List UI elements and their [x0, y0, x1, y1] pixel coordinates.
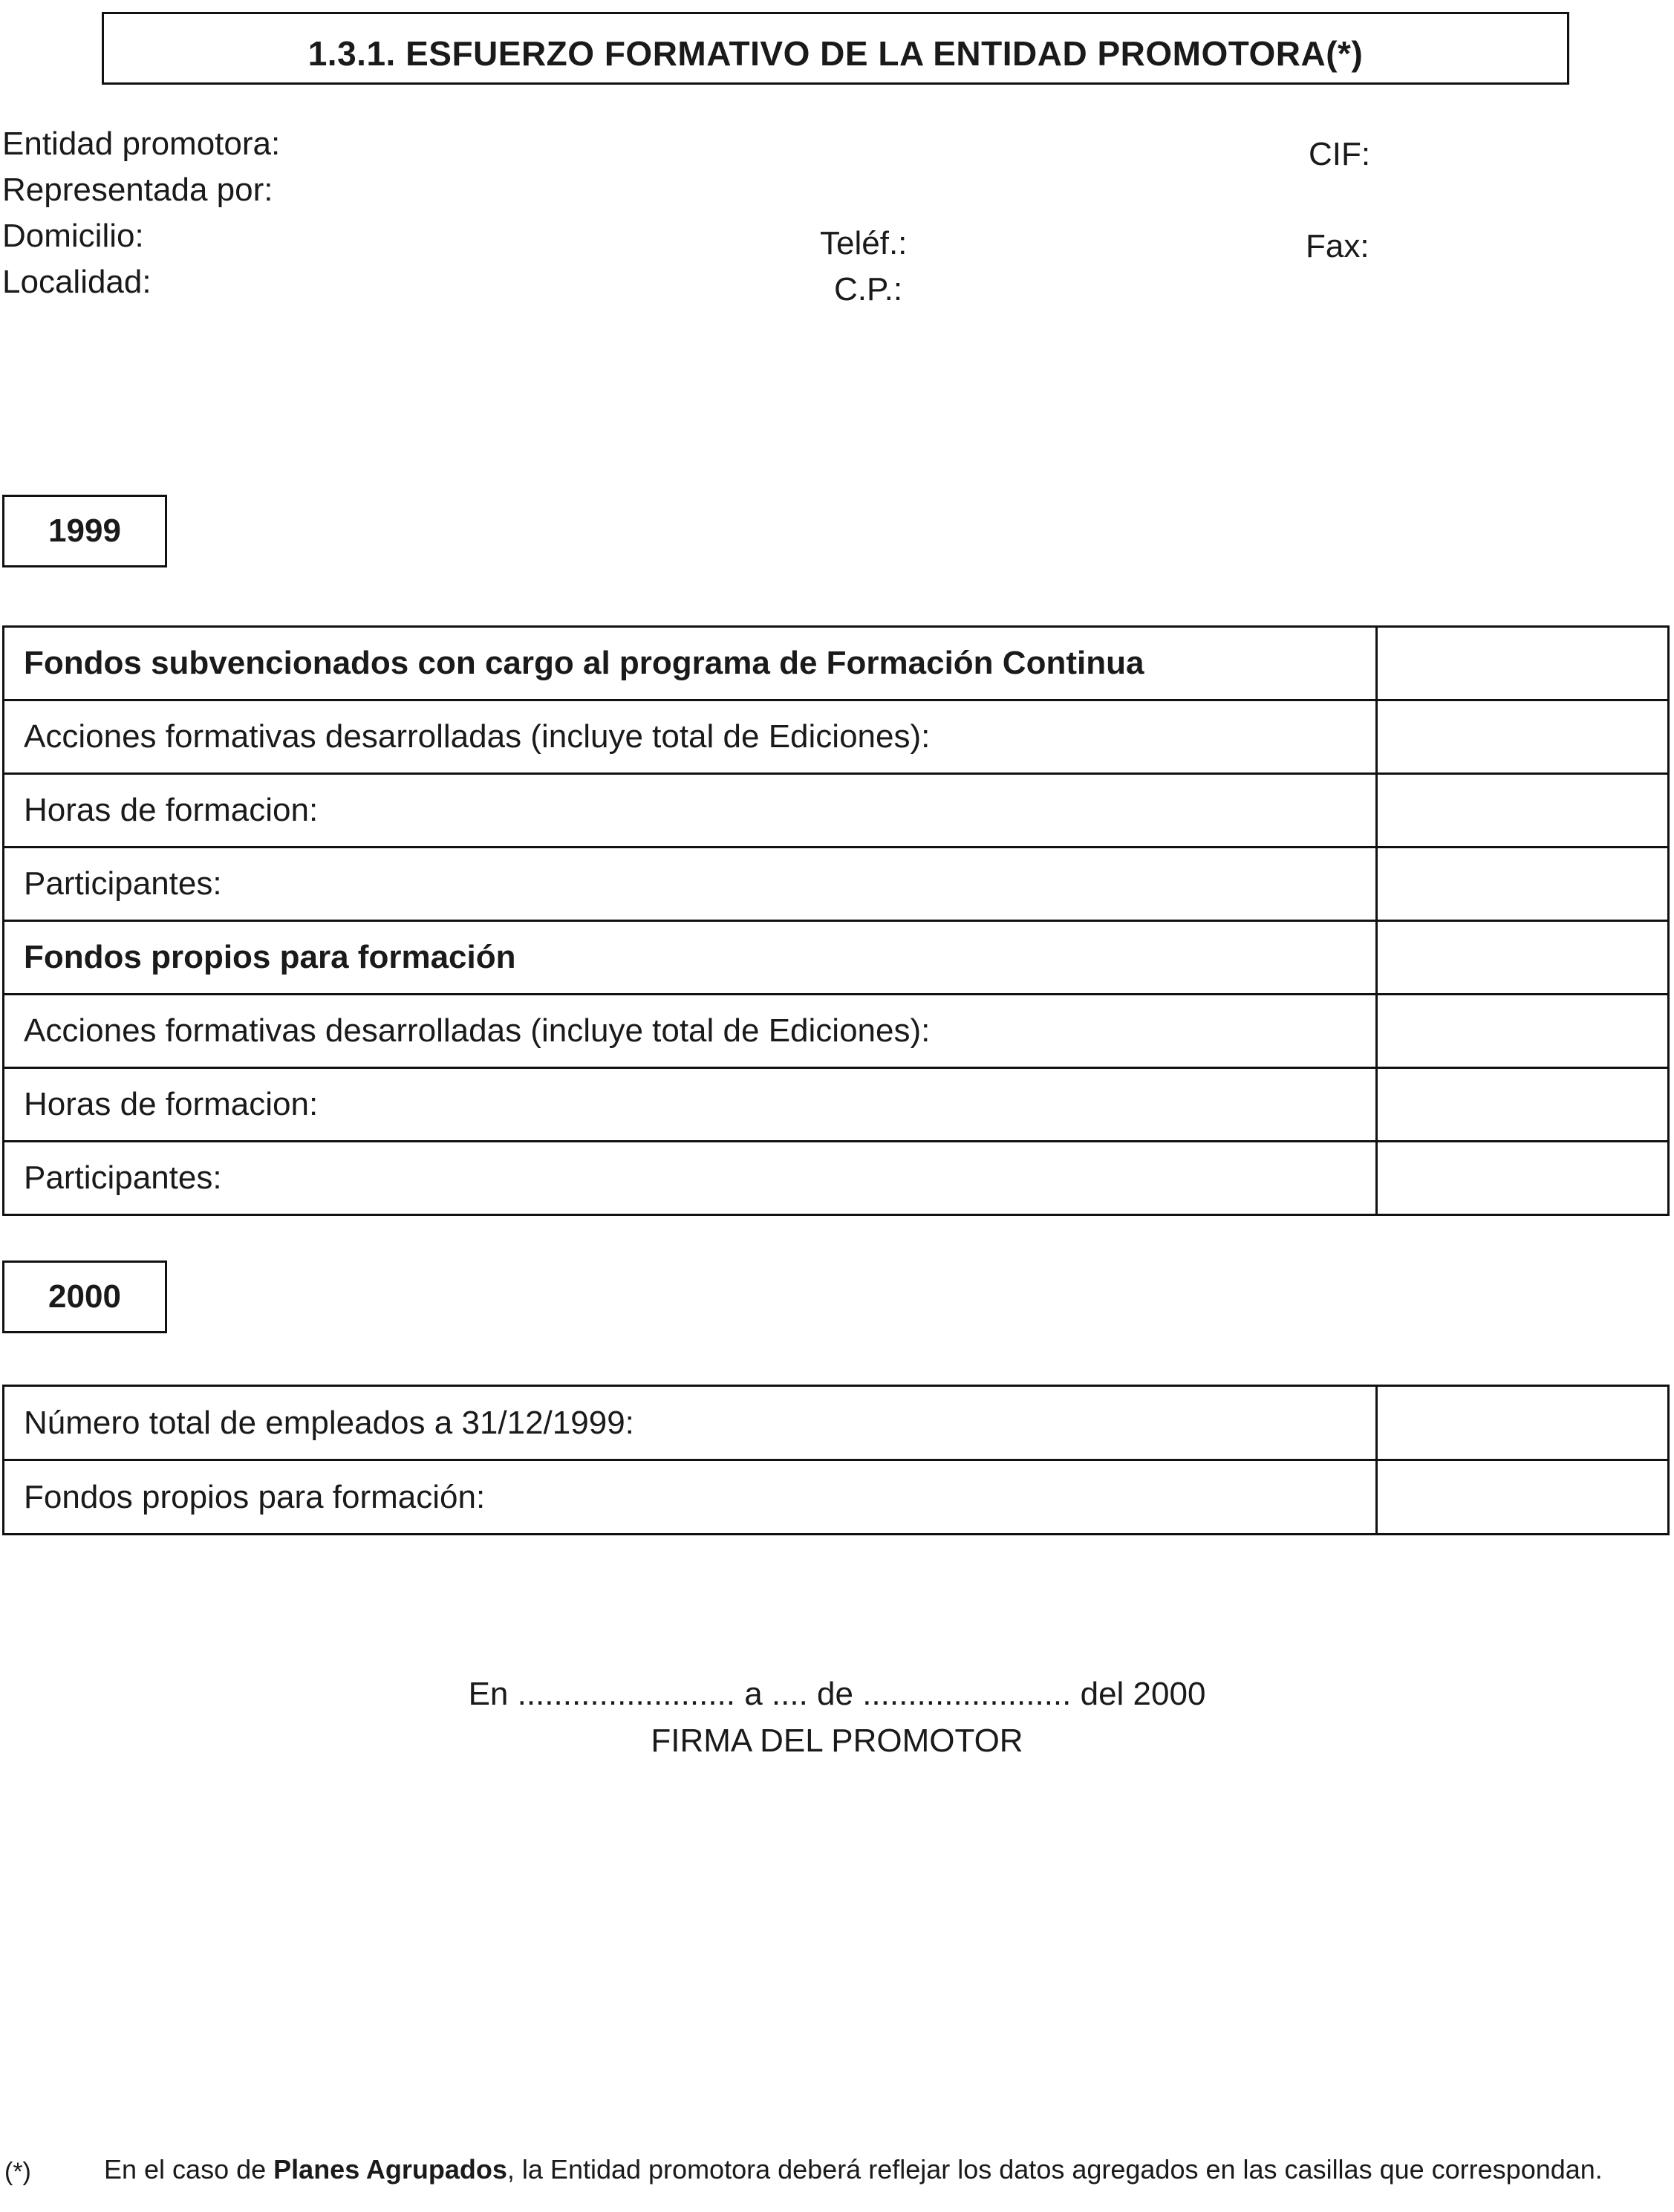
row-label: Horas de formacion: [4, 774, 1377, 848]
value-cell[interactable] [1377, 627, 1669, 700]
table-1999 [2, 625, 1670, 1216]
footnote-text-bold: Planes Agrupados [273, 2154, 507, 2185]
table-row [4, 700, 1669, 774]
footnote-text-after: , la Entidad promotora deberá reflejar los datos agregados en las casillas que correspondan. [507, 2154, 1603, 2185]
representada-por-label: Representada por: [2, 172, 273, 208]
section-title: 1.3.1. ESFUERZO FORMATIVO DE LA ENTIDAD PROMOTORA(*) [307, 34, 1364, 73]
fax-label: Fax: [1306, 228, 1370, 264]
row-label: Participantes: [4, 848, 1377, 921]
table-row [4, 995, 1669, 1068]
value-cell[interactable] [1377, 1068, 1669, 1142]
row-label: Acciones formativas desarrolladas (incluye total de Ediciones): [4, 995, 1377, 1068]
row-label: Horas de formacion: [4, 1068, 1377, 1142]
row-label: Fondos subvencionados con cargo al programa de Formación Continua [4, 627, 1377, 700]
table-row [4, 627, 1669, 700]
cif-label: CIF: [1309, 136, 1371, 172]
value-cell[interactable] [1377, 1386, 1669, 1460]
signature-date-line: En ........................ a .... de ....................... del 2000 [468, 1676, 1206, 1712]
row-label: Fondos propios para formación [4, 921, 1377, 995]
telef-label: Teléf.: [820, 225, 908, 261]
year-2000-label: 2000 [48, 1278, 121, 1315]
footnote-mark: (*) [4, 2158, 31, 2186]
cp-label: C.P.: [834, 271, 903, 308]
year-2000-box [2, 1260, 167, 1333]
table-row [4, 848, 1669, 921]
table-row [4, 774, 1669, 848]
table-row [4, 1460, 1669, 1535]
year-1999-label: 1999 [48, 513, 121, 549]
footnote-text-before: En el caso de [104, 2154, 274, 2185]
table-row [4, 1386, 1669, 1460]
row-label: Acciones formativas desarrolladas (incluye total de Ediciones): [4, 700, 1377, 774]
table-row [4, 1068, 1669, 1142]
row-label: Participantes: [4, 1142, 1377, 1215]
row-label: Número total de empleados a 31/12/1999: [4, 1386, 1377, 1460]
value-cell[interactable] [1377, 848, 1669, 921]
table-2000 [2, 1385, 1670, 1535]
table-row [4, 921, 1669, 995]
value-cell[interactable] [1377, 995, 1669, 1068]
value-cell[interactable] [1377, 1142, 1669, 1215]
localidad-label: Localidad: [2, 264, 152, 300]
domicilio-label: Domicilio: [2, 218, 144, 254]
section-title-box [102, 12, 1569, 85]
value-cell[interactable] [1377, 700, 1669, 774]
value-cell[interactable] [1377, 774, 1669, 848]
year-1999-box [2, 495, 167, 567]
table-row [4, 1142, 1669, 1215]
row-label: Fondos propios para formación: [4, 1460, 1377, 1535]
signature-firma-label: FIRMA DEL PROMOTOR [651, 1723, 1023, 1759]
entidad-promotora-label: Entidad promotora: [2, 126, 281, 162]
value-cell[interactable] [1377, 921, 1669, 995]
value-cell[interactable] [1377, 1460, 1669, 1535]
footnote-text [104, 2153, 1670, 2187]
